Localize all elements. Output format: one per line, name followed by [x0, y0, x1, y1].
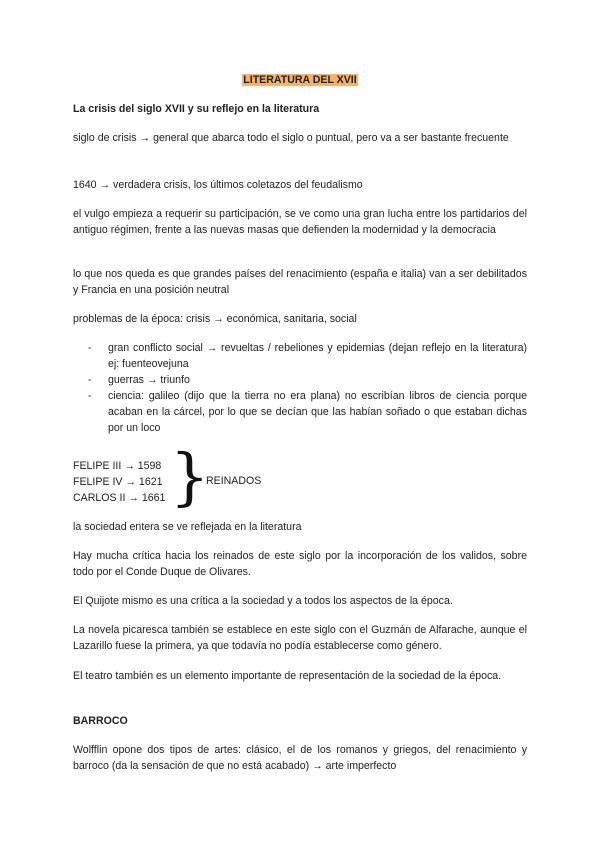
list-item: - gran conflicto social → revueltas / rebeliones y epidemias (dejan reflejo en la literatura) ej: fuenteovejuna: [73, 340, 527, 372]
section-heading-crisis: La crisis del siglo XVII y su reflejo en la literatura: [73, 103, 320, 115]
reign-carlos-ii: CARLOS II → 1661: [73, 492, 166, 504]
page-title-highlight: LITERATURA DEL XVII: [243, 74, 357, 86]
problems-list: [73, 340, 527, 436]
paragraph-wolfflin: Wolfflin opone dos tipos de artes: clásico, el de los romanos y griegos, del renacimiento y barroco (da la sensación de que no está acabado) → arte imperfecto: [73, 744, 527, 772]
paragraph-quijote: El Quijote mismo es una crítica a la sociedad y a todos los aspectos de la época.: [73, 595, 453, 607]
list-item: - ciencia: galileo (dijo que la tierra no era plana) no escribían libros de ciencia porque acaban en la cárcel, por lo que se decían que las habían soñado o que estaban dichas por un loco: [73, 388, 527, 436]
paragraph-1640: 1640 → verdadera crisis, los últimos coletazos del feudalismo: [73, 179, 363, 191]
paragraph-teatro: El teatro también es un elemento importante de representación de la sociedad de la época.: [73, 670, 502, 682]
paragraph-siglo-de-crisis: siglo de crisis → general que abarca todo el siglo o puntual, pero va a ser bastante frecuente: [73, 132, 509, 144]
reigns-label: REINADOS: [206, 475, 262, 487]
paragraph-problemas: problemas de la época: crisis → económica, sanitaria, social: [73, 313, 357, 325]
paragraph-picaresca: La novela picaresca también se establece en este siglo con el Guzmán de Alfarache, aunque el Lazarillo fuese la primera, ya que todavía no podía establecerse como género.: [73, 624, 527, 652]
paragraph-critica-reinados: Hay mucha crítica hacia los reinados de este siglo por la incorporación de los validos, sobre todo por el Conde Duque de Olivares.: [73, 550, 527, 578]
section-heading-barroco: BARROCO: [73, 715, 128, 727]
page-title: [0, 72, 600, 88]
brace-symbol: }: [170, 440, 210, 513]
reign-felipe-iii: FELIPE III → 1598: [73, 460, 162, 472]
paragraph-paises: lo que nos queda es que grandes países del renacimiento (españa e italia) van a ser debilitados y Francia en una posición neutral: [73, 268, 527, 296]
reign-felipe-iv: FELIPE IV → 1621: [73, 476, 163, 488]
list-item: - guerras → triunfo: [73, 372, 527, 388]
paragraph-sociedad: la sociedad entera se ve reflejada en la literatura: [73, 521, 302, 533]
paragraph-vulgo: el vulgo empieza a requerir su participación, se ve como una gran lucha entre los partidarios del antiguo régimen, frente a las nuevas masas que defienden la modernidad y la democracia: [73, 208, 527, 236]
